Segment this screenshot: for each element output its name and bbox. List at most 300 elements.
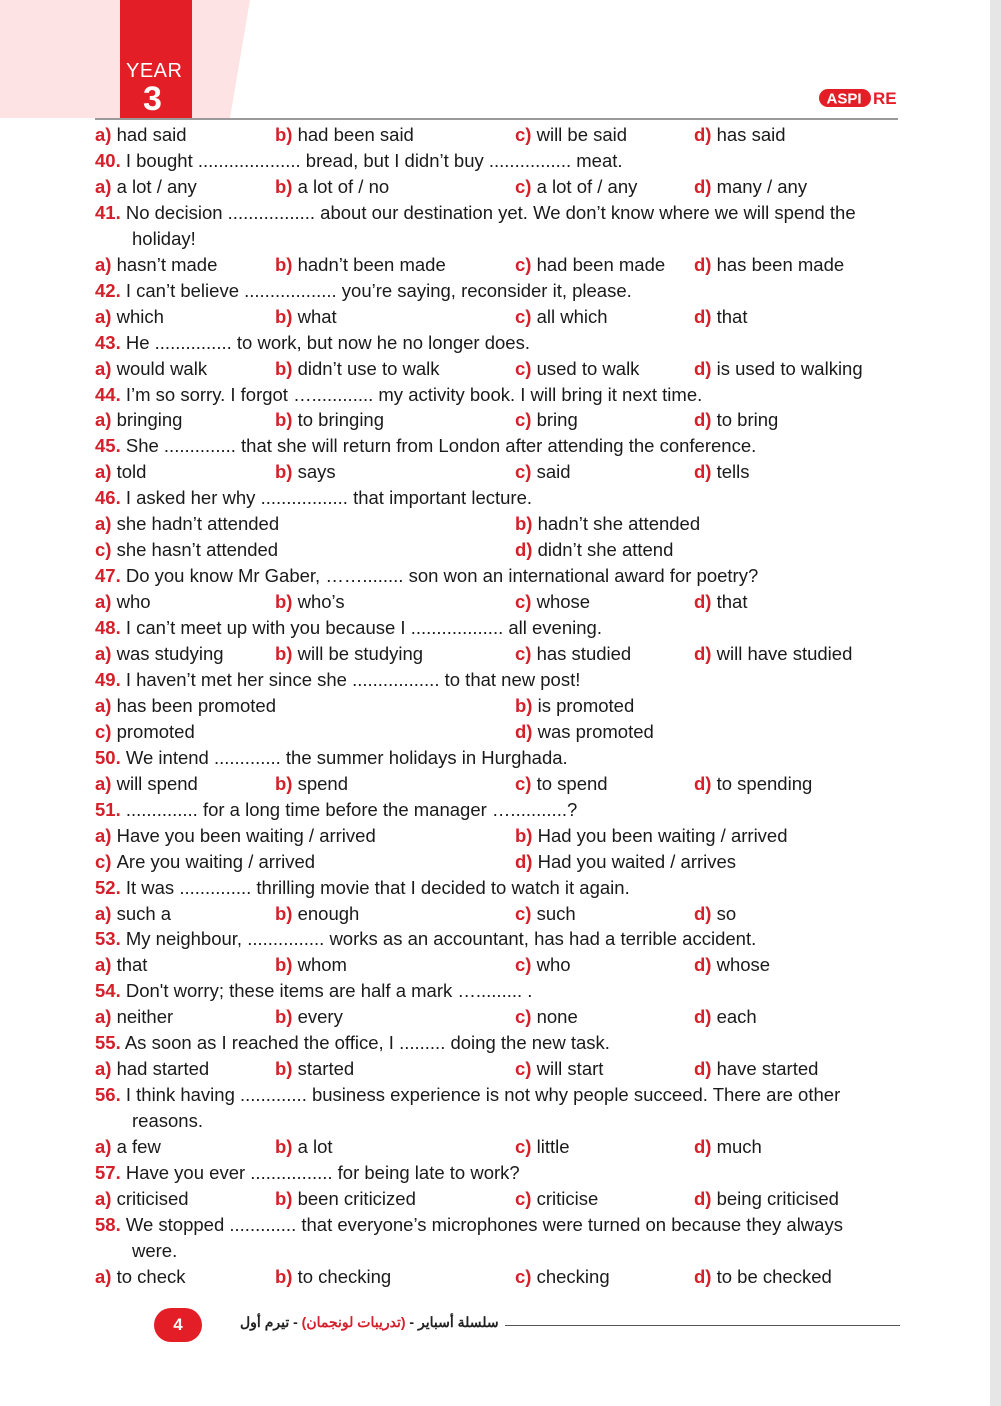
option-b[interactable] [275,952,347,978]
option-key: a) [95,513,117,534]
option-key: a) [95,1136,117,1157]
option-key: d) [694,358,717,379]
option-b[interactable] [275,589,345,615]
option-text: such a [116,903,172,924]
question-text [95,433,756,459]
option-c[interactable] [515,252,665,278]
option-text: has studied [536,643,632,664]
option-text: will have studied [716,643,853,664]
option-b[interactable] [275,1134,333,1160]
option-d[interactable] [515,849,736,875]
option-a[interactable] [95,1134,161,1160]
question-text [95,797,577,823]
question-row [95,200,895,226]
question-number: 53. [95,928,121,949]
option-text: to spend [536,773,608,794]
option-d[interactable] [694,1056,818,1082]
option-key: a) [95,903,117,924]
option-a[interactable] [95,511,279,537]
page-edge [990,0,1001,1406]
question-row [95,1212,895,1238]
option-text: much [716,1136,762,1157]
option-a[interactable] [95,252,217,278]
question-text [95,745,568,771]
option-key: c) [515,773,537,794]
option-text: is used to walking [716,358,863,379]
option-key: b) [275,176,298,197]
option-key: b) [515,695,538,716]
option-text: little [536,1136,570,1157]
option-a[interactable] [95,693,276,719]
question-stem: We stopped ............. that everyone’s microphones were turned on because they always [125,1214,843,1235]
question-number: 47. [95,565,121,586]
question-number: 40. [95,150,121,171]
option-c[interactable] [515,641,631,667]
option-text: had been made [536,254,666,275]
question-number: 50. [95,747,121,768]
option-key: c) [515,358,537,379]
option-key: b) [275,409,298,430]
option-key: b) [275,1266,298,1287]
option-c[interactable] [515,1056,603,1082]
option-a[interactable] [95,1056,209,1082]
question-text [95,382,702,408]
option-text: that [716,306,748,327]
option-text: started [297,1058,355,1079]
options-row [95,459,895,485]
question-stem: I asked her why ................. that important lecture. [125,487,533,508]
option-c[interactable] [515,1134,570,1160]
option-text: spend [297,773,349,794]
option-key: b) [275,954,298,975]
option-text: enough [297,903,360,924]
option-d[interactable] [515,537,673,563]
options-row [95,849,895,875]
option-text: to bring [716,409,779,430]
option-a[interactable] [95,459,146,485]
option-a[interactable] [95,589,151,615]
option-key: a) [95,254,117,275]
options-row [95,901,895,927]
question-number: 55. [95,1032,121,1053]
option-text: will start [536,1058,604,1079]
option-key: b) [275,903,298,924]
option-key: c) [515,254,537,275]
option-c[interactable] [95,537,278,563]
option-d[interactable] [694,1186,839,1212]
option-key: b) [275,306,298,327]
option-text: many / any [716,176,808,197]
question-stem: No decision ................. about our destination yet. We don’t know where we will spend the [125,202,856,223]
option-b[interactable] [515,511,700,537]
option-d[interactable] [694,952,770,978]
option-text: she hasn’t attended [116,539,279,560]
option-text: a lot / any [116,176,197,197]
option-c[interactable] [515,1264,610,1290]
question-text [95,1160,520,1186]
option-a[interactable] [95,823,376,849]
option-c[interactable] [515,1004,578,1030]
option-text: who [116,591,151,612]
footer-divider [505,1325,900,1326]
option-text: who [536,954,571,975]
option-d[interactable] [694,174,807,200]
option-text: hadn’t been made [297,254,446,275]
options-row [95,952,895,978]
question-row [95,875,895,901]
question-stem: Don't worry; these items are half a mark …......... . [125,980,533,1001]
options-row [95,1004,895,1030]
option-key: d) [694,409,717,430]
options-row [95,641,895,667]
option-text: had started [116,1058,210,1079]
options-row [95,823,895,849]
question-number: 49. [95,669,121,690]
option-key: c) [515,461,537,482]
year-label: YEAR [126,60,183,82]
question-number: 43. [95,332,121,353]
option-text: to spending [716,773,813,794]
option-text: to be checked [716,1266,832,1287]
option-key: a) [95,825,117,846]
option-key: a) [95,358,117,379]
option-text: being criticised [716,1188,839,1209]
option-text: such [536,903,576,924]
option-b[interactable] [275,459,336,485]
option-b[interactable]: b) had been said [275,124,414,145]
option-text: will be studying [297,643,424,664]
option-key: a) [95,461,117,482]
option-key: c) [515,1266,537,1287]
option-d[interactable] [694,1134,762,1160]
option-text: will spend [116,773,198,794]
question-stem: It was .............. thrilling movie that I decided to watch it again. [125,877,630,898]
option-b[interactable] [275,407,384,433]
option-text: used to walk [536,358,640,379]
question-row [95,1030,895,1056]
option-c[interactable] [515,304,608,330]
option-key: a) [95,695,117,716]
option-b[interactable] [275,1264,391,1290]
option-key: b) [275,1058,298,1079]
option-key: d) [694,773,717,794]
option-text: promoted [116,721,195,742]
question-row [95,926,895,952]
question-text [95,278,632,304]
option-text: was promoted [537,721,654,742]
option-text: every [297,1006,343,1027]
question-stem: I think having ............. business experience is not why people succeed. There are other [125,1084,841,1105]
options-row [95,174,895,200]
option-key: d) [515,721,538,742]
option-key: c) [515,643,537,664]
question-stem-continued: holiday! [132,228,196,249]
question-row [95,615,895,641]
option-c[interactable] [515,771,608,797]
option-key: d) [694,176,717,197]
svg-text:ASPI: ASPI [826,90,862,108]
option-d[interactable] [694,771,812,797]
option-d[interactable] [694,459,750,485]
option-text: hadn’t she attended [537,513,701,534]
option-c[interactable] [515,589,590,615]
question-stem: I bought .................... bread, but I didn’t buy ................ meat. [125,150,623,171]
option-text: which [116,306,164,327]
option-c[interactable] [515,901,576,927]
question-row [95,330,895,356]
option-c[interactable] [95,719,195,745]
option-key: a) [95,409,117,430]
options-row [95,771,895,797]
option-a[interactable] [95,174,197,200]
option-key: b) [275,643,298,664]
option-key: c) [515,1136,537,1157]
option-key: c) [95,851,117,872]
year-number: 3 [143,80,162,118]
option-text: who’s [297,591,345,612]
option-text: a lot of / no [297,176,390,197]
options-row [95,1186,895,1212]
question-text [95,330,530,356]
option-text: has been made [716,254,845,275]
question-continuation [0,1238,900,1264]
question-number: 46. [95,487,121,508]
question-text [95,926,756,952]
question-row [95,667,895,693]
option-a[interactable] [95,356,207,382]
option-a[interactable] [95,771,198,797]
option-text: so [716,903,737,924]
question-number: 51. [95,799,121,820]
option-key: c) [95,539,117,560]
option-b[interactable] [275,252,446,278]
question-stem: He ............... to work, but now he no longer does. [125,332,530,353]
option-key: d) [694,306,717,327]
option-text: whom [297,954,347,975]
option-text: told [116,461,147,482]
aspire-logo [818,86,900,110]
option-key: c) [515,591,537,612]
option-b[interactable] [275,356,440,382]
options-row [95,1134,895,1160]
option-key: a) [95,1266,117,1287]
option-b[interactable] [515,693,634,719]
option-text: Had you waited / arrives [537,851,737,872]
option-a[interactable] [95,407,182,433]
option-d[interactable] [515,719,654,745]
option-text: would walk [116,358,208,379]
option-b[interactable] [275,1186,416,1212]
option-d[interactable] [694,901,736,927]
question-stem-continued: were. [132,1240,178,1261]
option-b[interactable] [275,641,423,667]
option-key: c) [95,721,117,742]
question-row [95,485,895,511]
option-text: have started [716,1058,819,1079]
option-c[interactable] [515,459,571,485]
question-continuation [0,226,900,252]
question-stem-continued: reasons. [132,1110,203,1131]
option-b[interactable] [275,304,337,330]
option-key: a) [95,773,117,794]
option-d[interactable]: d) has said [694,124,786,145]
option-key: a) [95,176,117,197]
option-d[interactable] [694,252,844,278]
option-c[interactable] [515,407,578,433]
question-text [95,875,630,901]
question-text [95,148,623,174]
options-row [95,537,895,563]
option-key: a) [95,954,117,975]
option-a[interactable]: a) had said [95,124,187,145]
question-number: 44. [95,384,121,405]
option-text: criticise [536,1188,599,1209]
option-text: a lot [297,1136,333,1157]
option-a[interactable] [95,1004,173,1030]
option-b[interactable] [275,1004,343,1030]
option-text: none [536,1006,578,1027]
option-text: bring [536,409,578,430]
option-d[interactable] [694,407,778,433]
option-c[interactable] [95,849,315,875]
option-text: bringing [116,409,183,430]
question-row [95,278,895,304]
question-stem: Have you ever ................ for being late to work? [125,1162,520,1183]
option-d[interactable] [694,589,747,615]
option-key: d) [694,254,717,275]
question-row [95,148,895,174]
option-text: to checking [297,1266,392,1287]
option-key: c) [515,903,537,924]
option-c[interactable] [515,356,639,382]
option-key: d) [515,539,538,560]
question-row [95,433,895,459]
option-key: c) [515,306,537,327]
option-text: neither [116,1006,174,1027]
option-c[interactable] [515,952,571,978]
option-key: d) [694,1058,717,1079]
question-text [95,485,532,511]
footer-series-title: سلسلة أسباير - (تدريبات لونجمان) - تيرم أول [240,1314,499,1330]
option-key: b) [275,1006,298,1027]
option-key: d) [694,903,717,924]
question-text [95,563,758,589]
option-b[interactable] [275,174,389,200]
option-key: d) [515,851,538,872]
option-key: d) [694,1136,717,1157]
option-key: d) [694,1006,717,1027]
option-key: d) [694,1188,717,1209]
option-text: criticised [116,1188,189,1209]
options-row [95,407,895,433]
option-key: d) [694,643,717,664]
option-key: d) [694,1266,717,1287]
option-text: what [297,306,337,327]
option-text: is promoted [537,695,635,716]
option-a[interactable] [95,641,224,667]
question-row [95,745,895,771]
option-d[interactable] [694,1004,757,1030]
option-text: a lot of / any [536,176,638,197]
option-text: hasn’t made [116,254,218,275]
options-row [95,1056,895,1082]
option-key: c) [515,409,537,430]
question-row [95,797,895,823]
question-text [95,200,856,226]
option-d[interactable] [694,641,852,667]
question-text [95,978,532,1004]
option-d[interactable] [694,1264,832,1290]
option-key: c) [515,954,537,975]
option-text: has been promoted [116,695,277,716]
option-key: b) [275,461,298,482]
question-stem: I can’t believe .................. you’re saying, reconsider it, please. [125,280,632,301]
question-stem: .............. for a long time before the manager …...........? [125,799,578,820]
option-key: a) [95,1058,117,1079]
question-number: 54. [95,980,121,1001]
option-a[interactable] [95,304,164,330]
option-text: a few [116,1136,161,1157]
option-c[interactable] [515,1186,598,1212]
option-key: b) [275,773,298,794]
option-key: d) [694,461,717,482]
question-text [95,615,602,641]
option-key: b) [275,1136,298,1157]
option-a[interactable] [95,1264,186,1290]
option-a[interactable] [95,1186,189,1212]
option-d[interactable] [694,356,863,382]
option-key: c) [515,1188,537,1209]
question-row [95,382,895,408]
options-row [95,589,895,615]
option-key: d) [694,591,717,612]
option-a[interactable] [95,901,171,927]
option-b[interactable] [515,823,788,849]
option-c[interactable]: c) will be said [515,124,628,145]
option-b[interactable] [275,771,348,797]
option-text: that [716,591,748,612]
question-number: 58. [95,1214,121,1235]
question-stem: Do you know Mr Gaber, ……........ son won an international award for poetry? [125,565,759,586]
question-row [95,1160,895,1186]
option-b[interactable] [275,1056,354,1082]
option-key: a) [95,643,117,664]
option-key: a) [95,306,117,327]
option-b[interactable] [275,901,359,927]
option-key: b) [275,358,298,379]
question-text [95,1082,840,1108]
option-text: whose [716,954,771,975]
option-a[interactable] [95,952,147,978]
question-number: 41. [95,202,121,223]
question-row [95,978,895,1004]
option-c[interactable] [515,174,637,200]
page-number-badge: 4 [154,1308,202,1342]
option-text: didn’t use to walk [297,358,440,379]
option-key: a) [95,591,117,612]
options-row [95,252,895,278]
question-text [95,1030,610,1056]
option-text: checking [536,1266,610,1287]
question-number: 45. [95,435,121,456]
option-key: c) [515,1006,537,1027]
option-key: a) [95,1188,117,1209]
svg-text:RE: RE [873,89,897,108]
options-row [95,304,895,330]
option-d[interactable] [694,304,747,330]
question-stem: My neighbour, ............... works as an accountant, has had a terrible accident. [125,928,757,949]
options-row [95,511,895,537]
